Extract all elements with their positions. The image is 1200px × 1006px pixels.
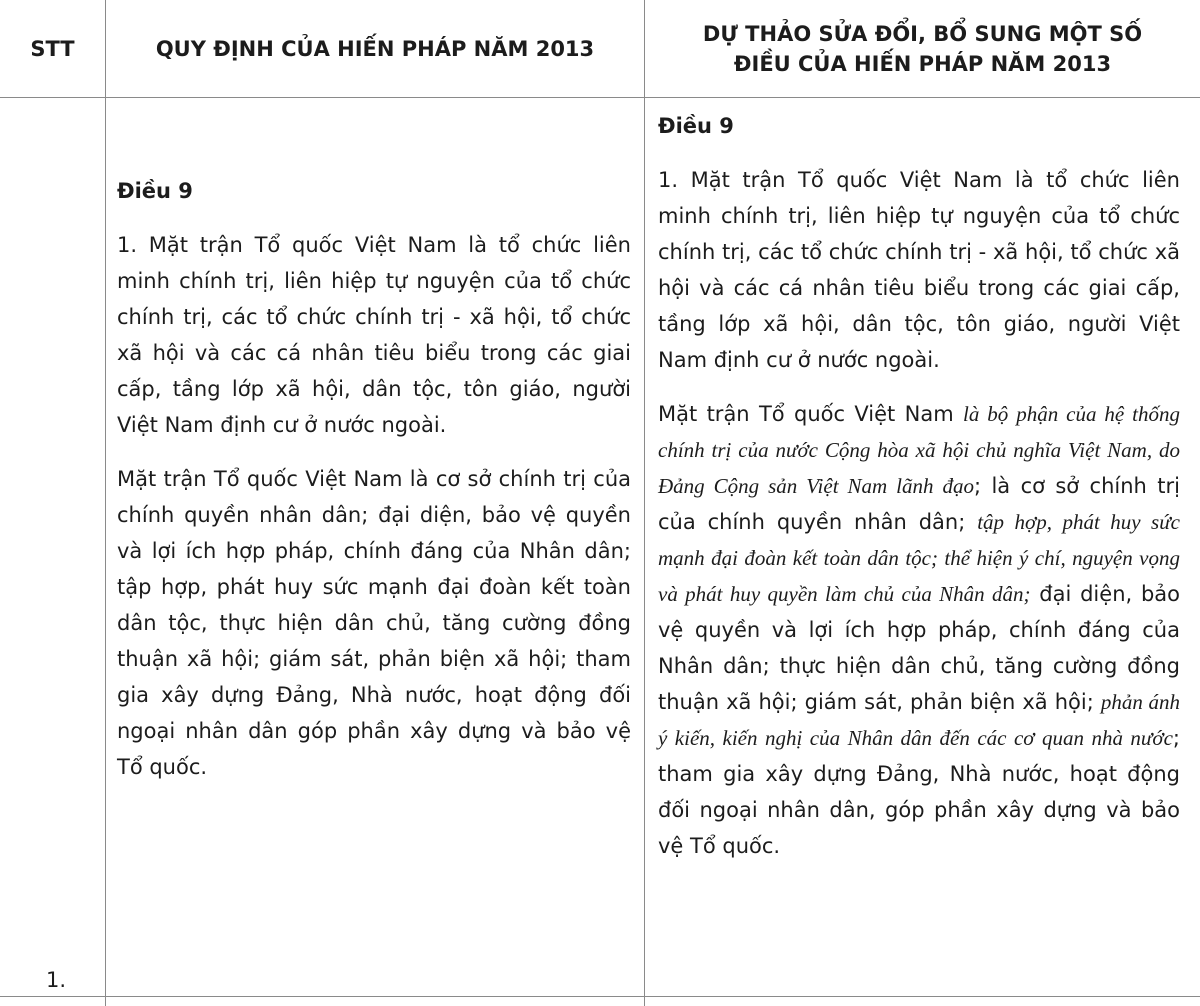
draft-article-cell — [658, 108, 1180, 864]
draft-clause-2-amended-d: tập hợp, phát huy sức mạnh đại đoàn kết toàn dân tộc; thể hiện ý chí, nguyện vọng và phát huy quyền làm chủ của Nhân dân; — [658, 510, 1180, 606]
header-draft-amendment — [645, 0, 1200, 97]
draft-article-clause-2 — [658, 396, 1180, 864]
column-divider-2 — [644, 0, 645, 1006]
draft-clause-2-part-e: đại diện, bảo vệ quyền và lợi ích hợp pháp, chính đáng của Nhân dân; thực hiện dân chủ, tăng cường đồng thuận xã hội; giám sát, phản biện xã hội; — [658, 582, 1180, 714]
header-stt-label: STT — [30, 36, 75, 61]
draft-clause-2-part-g: ; tham gia xây dựng Đảng, Nhà nước, hoạt động đối ngoại nhân dân, góp phần xây dựng và bảo vệ Tổ quốc. — [658, 726, 1180, 858]
draft-clause-2-amended-a: là bộ phận của hệ thống chính trị của nước Cộng hòa xã hội chủ nghĩa Việt Nam, do Đảng Cộng sản Việt Nam lãnh đạo — [658, 402, 1180, 498]
draft-clause-2-amended-f: phản ánh ý kiến, kiến nghị của Nhân dân đến các cơ quan nhà nước — [658, 690, 1180, 750]
draft-article-clause-1: 1. Mặt trận Tổ quốc Việt Nam là tổ chức liên minh chính trị, liên hiệp tự nguyện của tổ chức chính trị, các tổ chức chính trị - xã hội, tổ chức xã hội và các cá nhân tiêu biểu trong các giai cấp, tầng lớp xã hội, dân tộc, tôn giáo, người Việt Nam định cư ở nước ngoài. — [658, 168, 1180, 372]
header-current-label: QUY ĐỊNH CỦA HIẾN PHÁP NĂM 2013 — [155, 36, 595, 61]
row-number: 1. — [46, 968, 67, 992]
next-row-tick-2 — [644, 997, 645, 1006]
next-row-tick-1 — [105, 997, 106, 1006]
column-divider-1 — [105, 0, 106, 1006]
header-draft-label-line1: DỰ THẢO SỬA ĐỔI, BỔ SUNG MỘT SỐ — [702, 21, 1143, 46]
row-bottom-divider — [0, 996, 1200, 997]
draft-clause-2-part-c: ; là cơ sở chính trị của chính quyền nhân dân; — [658, 474, 1180, 534]
header-current-constitution — [106, 0, 644, 97]
header-stt — [0, 0, 105, 97]
current-article-cell — [117, 173, 631, 785]
draft-article-title: Điều 9 — [658, 114, 734, 138]
header-draft-label-line2: ĐIỀU CỦA HIẾN PHÁP NĂM 2013 — [733, 51, 1112, 76]
current-article-title: Điều 9 — [117, 179, 193, 203]
current-article-clause-2: Mặt trận Tổ quốc Việt Nam là cơ sở chính trị của chính quyền nhân dân; đại diện, bảo vệ quyền và lợi ích hợp pháp, chính đáng của Nhân dân; tập hợp, phát huy sức mạnh đại đoàn kết toàn dân tộc, thực hiện dân chủ, tăng cường đồng thuận xã hội; giám sát, phản biện xã hội; tham gia xây dựng Đảng, Nhà nước, hoạt động đối ngoại nhân dân góp phần xây dựng và bảo vệ Tổ quốc. — [117, 467, 631, 779]
current-article-clause-1: 1. Mặt trận Tổ quốc Việt Nam là tổ chức liên minh chính trị, liên hiệp tự nguyện của tổ chức chính trị, các tổ chức chính trị - xã hội, tổ chức xã hội và các cá nhân tiêu biểu trong các giai cấp, tầng lớp xã hội, dân tộc, tôn giáo, người Việt Nam định cư ở nước ngoài. — [117, 233, 631, 437]
draft-clause-2-part-a: Mặt trận Tổ quốc Việt Nam — [658, 402, 964, 426]
header-divider — [0, 97, 1200, 98]
